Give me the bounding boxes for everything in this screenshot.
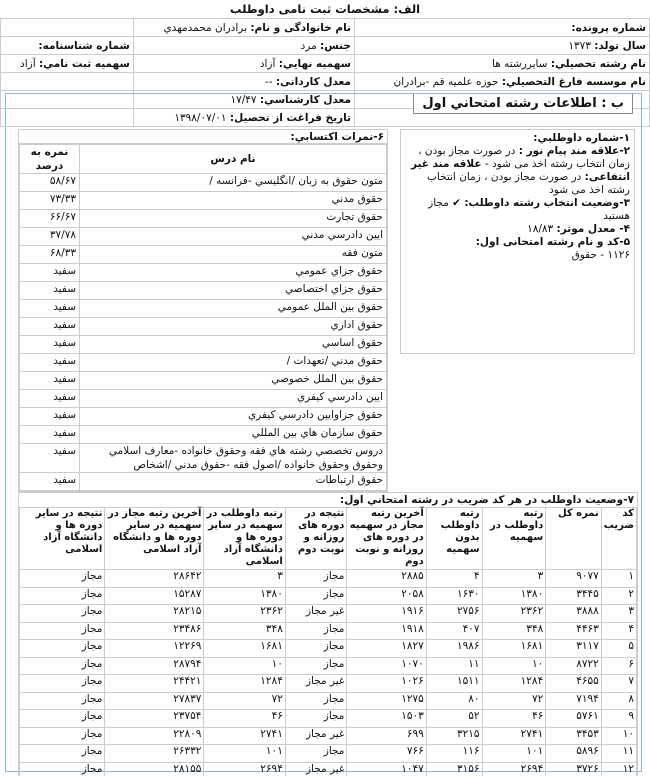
- ranks-cell: ۷۲: [482, 692, 546, 710]
- ranks-row: [20, 675, 637, 693]
- grade-row: [20, 390, 387, 408]
- grade-row: [20, 192, 387, 210]
- grade-grade: سفيد: [20, 336, 80, 354]
- info-key: معدل کارشناسي:: [259, 93, 351, 106]
- ranks-cell: ۲۰۵۸: [347, 587, 426, 605]
- ranks-cell: ۲۸۱۵۵: [105, 762, 204, 776]
- ranks-panel: [18, 492, 638, 776]
- info-key: سال تولد:: [594, 39, 646, 52]
- ranks-cell: مجاز: [285, 710, 347, 728]
- ranks-cell: مجاز: [285, 692, 347, 710]
- ranks-cell: مجاز: [285, 640, 347, 658]
- ranks-cell: مجاز: [20, 675, 105, 693]
- grade-course: حقوق جزاي عمومي: [80, 264, 387, 282]
- ranks-cell: ۱۶۸۱: [204, 640, 285, 658]
- grade-course: حقوق بين الملل عمومي: [80, 300, 387, 318]
- ranks-cell: ۷۶۶: [347, 745, 426, 763]
- ranks-cell: غير مجاز: [285, 675, 347, 693]
- ranks-cell: ۱۰: [204, 657, 285, 675]
- non-profit-label: علاقه مند غیر انتفاعی:: [410, 158, 630, 183]
- ranks-cell: ۴۰۷: [426, 622, 482, 640]
- ranks-title: ۷-وضعيت داوطلب در هر کد ضريب در رشته امتحاني اول:: [340, 494, 634, 506]
- ranks-cell: ۴: [426, 570, 482, 588]
- ranks-cell: ۲۲۸۰۹: [105, 727, 204, 745]
- grade-course: حقوق سازمان هاي بين المللي: [80, 426, 387, 444]
- info-row: [1, 73, 650, 91]
- ranks-cell: ۲۸۲۱۵: [105, 605, 204, 623]
- info-value: --: [264, 75, 273, 88]
- info-row: [1, 55, 650, 73]
- grades-col-name: نام درس: [80, 145, 387, 174]
- info-cell: [1, 73, 134, 91]
- ranks-cell: ۲۳۷۵۴: [105, 710, 204, 728]
- ranks-cell: ۷: [601, 675, 636, 693]
- ranks-cell: ۲۷۴۱: [482, 727, 546, 745]
- non-profit-value: در صورت مجاز بودن ، زمان انتخاب رشته اخذ می شود: [426, 171, 630, 196]
- grade-course: حقوق تجارت: [80, 210, 387, 228]
- ranks-cell: ۲۳۶۲: [482, 605, 546, 623]
- ranks-cell: ۲۸۶۴۲: [105, 570, 204, 588]
- ranks-cell: ۹۰۷۷: [546, 570, 602, 588]
- grade-grade: سفيد: [20, 318, 80, 336]
- grade-grade: ۵۸/۶۷: [20, 174, 80, 192]
- ranks-cell: مجاز: [285, 745, 347, 763]
- info-cell: [133, 19, 354, 37]
- info-key: نام رشته تحصیلي:: [550, 57, 646, 70]
- info-value: سايررشته ها: [492, 57, 548, 70]
- grade-grade: سفيد: [20, 300, 80, 318]
- grade-grade: سفيد: [20, 282, 80, 300]
- ranks-cell: ۲۷۵۶: [426, 605, 482, 623]
- selection-status-label: ۳-وضعیت انتخاب رشته داوطلب:: [464, 197, 630, 209]
- grade-row: [20, 426, 387, 444]
- ranks-cell: ۲۳۴۸۶: [105, 622, 204, 640]
- ranks-row: [20, 762, 637, 776]
- effective-gpa-value: ۱۸/۸۳: [527, 223, 554, 235]
- grade-course: حقوق مدني: [80, 192, 387, 210]
- ranks-header: نمره کل: [546, 508, 602, 570]
- info-row: [1, 19, 650, 37]
- info-key: معدل کاردانی:: [275, 75, 351, 88]
- ranks-cell: ۲۸۸۵: [347, 570, 426, 588]
- ranks-header: رتبه داوطلب در سهمیه: [482, 508, 546, 570]
- info-key: تاريخ فراغت از تحصيل:: [229, 111, 351, 124]
- ranks-cell: ۲۶۹۴: [482, 762, 546, 776]
- grade-grade: ۷۳/۳۳: [20, 192, 80, 210]
- ranks-header: آخرین رتبه مجاز در سهمیه در دوره های روزانه و نوبت دوم: [347, 508, 426, 570]
- grade-grade: سفيد: [20, 372, 80, 390]
- info-value: مرد: [300, 39, 317, 52]
- ranks-cell: ۱۹۱۸: [347, 622, 426, 640]
- ranks-cell: ۱۳۸۰: [204, 587, 285, 605]
- ranks-cell: ۷۱۹۴: [546, 692, 602, 710]
- ranks-cell: غير مجاز: [285, 605, 347, 623]
- ranks-cell: ۷۲: [204, 692, 285, 710]
- grade-row: [20, 372, 387, 390]
- ranks-cell: ۲۷۴۱: [204, 727, 285, 745]
- info-cell: [354, 55, 649, 73]
- ranks-cell: مجاز: [285, 587, 347, 605]
- grade-grade: سفيد: [20, 264, 80, 282]
- ranks-header: آخرین رتبه مجاز در سهمیه در سایر دوره ها و دانشگاه آزاد اسلامی: [105, 508, 204, 570]
- ranks-cell: غير مجاز: [285, 727, 347, 745]
- ranks-cell: ۱۰: [482, 657, 546, 675]
- ranks-header: نتیجه در دوره های روزانه و نوبت دوم: [285, 508, 347, 570]
- ranks-row: [20, 692, 637, 710]
- ranks-cell: ۱۰۷۰: [347, 657, 426, 675]
- grade-course: دروس تخصصي رشته هاي فقه وحقوق خانواده -معارف اسلامي وحقوق وحقوق خانواده /اصول فقه -حقوق مدني /اشخاص: [80, 444, 387, 473]
- ranks-cell: مجاز: [20, 587, 105, 605]
- ranks-cell: ۸۰: [426, 692, 482, 710]
- ranks-cell: ۳۱۵۶: [426, 762, 482, 776]
- ranks-cell: ۱۲۸۴: [204, 675, 285, 693]
- grade-course: ايين دادرسي کيفري: [80, 390, 387, 408]
- info-value: ۱۳۷۳: [568, 39, 591, 52]
- ranks-cell: ۴۴۶۳: [546, 622, 602, 640]
- ranks-cell: ۳۴۸: [204, 622, 285, 640]
- ranks-cell: ۱۰۴۷: [347, 762, 426, 776]
- ranks-cell: ۲: [601, 587, 636, 605]
- ranks-cell: ۵۲: [426, 710, 482, 728]
- grade-grade: سفيد: [20, 473, 80, 491]
- ranks-cell: ۱۱: [601, 745, 636, 763]
- ranks-cell: ۱۰۱: [204, 745, 285, 763]
- info-cell: [133, 55, 354, 73]
- grade-course: حقوق جزاوايين دادرسي کيفري: [80, 408, 387, 426]
- grade-row: [20, 246, 387, 264]
- ranks-cell: ۱۶۳۰: [426, 587, 482, 605]
- info-cell: [1, 19, 134, 37]
- info-key: نام موسسه فارغ التحصيلي:: [501, 75, 646, 88]
- info-key: سهميه نهايي:: [278, 57, 351, 70]
- grade-course: حقوق اداري: [80, 318, 387, 336]
- info-key: نام خانوادگی و نام:: [250, 21, 351, 34]
- ranks-cell: ۳۴۴۵: [546, 587, 602, 605]
- candidate-number-label: ۱-شماره داوطلبي:: [533, 132, 630, 144]
- ranks-cell: ۱۲۸۴: [482, 675, 546, 693]
- ranks-cell: مجاز: [20, 605, 105, 623]
- ranks-cell: ۳۷۲۶: [546, 762, 602, 776]
- ranks-cell: مجاز: [20, 622, 105, 640]
- ranks-cell: مجاز: [285, 622, 347, 640]
- ranks-cell: مجاز: [20, 745, 105, 763]
- ranks-row: [20, 710, 637, 728]
- grades-panel: [18, 129, 388, 492]
- ranks-cell: ۴۶۵۵: [546, 675, 602, 693]
- info-cell: [1, 37, 134, 55]
- grade-row: [20, 228, 387, 246]
- grade-course: حقوق اساسي: [80, 336, 387, 354]
- grade-grade: ۳۷/۷۸: [20, 228, 80, 246]
- grade-course: حقوق مدني /تعهدات /: [80, 354, 387, 372]
- ranks-cell: ۱۵۲۸۷: [105, 587, 204, 605]
- ranks-cell: ۵۷۶۱: [546, 710, 602, 728]
- info-cell: [354, 19, 649, 37]
- ranks-cell: ۴۶: [204, 710, 285, 728]
- ranks-cell: ۱۲۷۵: [347, 692, 426, 710]
- ranks-cell: مجاز: [20, 657, 105, 675]
- grade-row: [20, 210, 387, 228]
- ranks-cell: ۱۰۱: [482, 745, 546, 763]
- first-field-value: ۱۱۲۶ - حقوق: [571, 249, 630, 261]
- info-value: ۱۷/۴۷: [230, 93, 257, 106]
- ranks-cell: ۲۳۶۲: [204, 605, 285, 623]
- ranks-table: [19, 507, 637, 776]
- ranks-cell: ۱۲: [601, 762, 636, 776]
- ranks-cell: ۲۸۷۹۴: [105, 657, 204, 675]
- info-key: سهميه ثبت نامي:: [38, 57, 130, 70]
- payame-noor-value: در صورت مجاز بودن ، زمان انتخاب رشته اخذ می شود -: [418, 145, 630, 170]
- info-cell: [133, 73, 354, 91]
- ranks-row: [20, 587, 637, 605]
- grade-grade: ۶۸/۳۳: [20, 246, 80, 264]
- ranks-cell: ۱۵۱۱: [426, 675, 482, 693]
- grade-row: [20, 408, 387, 426]
- grade-row: [20, 318, 387, 336]
- check-icon: ✔: [452, 197, 461, 209]
- effective-gpa-label: ۴- معدل موثر:: [556, 223, 630, 235]
- ranks-cell: ۳: [482, 570, 546, 588]
- ranks-header: نتیجه در سایر دوره ها و دانشگاه آزاد اسلامی: [20, 508, 105, 570]
- grades-title: ۶-نمرات اکتسابي:: [19, 130, 387, 144]
- info-key: جنس:: [320, 39, 351, 52]
- ranks-header: رتبه داوطلب بدون سهمیه: [426, 508, 482, 570]
- ranks-cell: ۱۵۰۳: [347, 710, 426, 728]
- grade-row: [20, 282, 387, 300]
- grade-course: حقوق ارتباطات: [80, 473, 387, 491]
- selection-status-value: مجاز هستيد: [428, 197, 630, 222]
- ranks-cell: مجاز: [20, 570, 105, 588]
- ranks-cell: ۱: [601, 570, 636, 588]
- ranks-cell: مجاز: [20, 762, 105, 776]
- ranks-row: [20, 622, 637, 640]
- grade-course: متون حقوق به زبان /انگليسي -فرانسه /: [80, 174, 387, 192]
- ranks-row: [20, 657, 637, 675]
- ranks-cell: ۵: [601, 640, 636, 658]
- ranks-cell: ۳۱۱۷: [546, 640, 602, 658]
- ranks-cell: ۳: [204, 570, 285, 588]
- ranks-header: رتبه داوطلب در سهمیه در سایر دوره ها و دانشگاه آزاد اسلامی: [204, 508, 285, 570]
- ranks-row: [20, 570, 637, 588]
- info-key: شماره پرونده:: [571, 21, 646, 34]
- first-field-label: ۵-کد و نام رشته امتحانی اول:: [475, 236, 630, 248]
- ranks-cell: ۵۸۹۶: [546, 745, 602, 763]
- info-cell: [1, 55, 134, 73]
- ranks-cell: ۸: [601, 692, 636, 710]
- grade-row: [20, 174, 387, 192]
- ranks-cell: مجاز: [285, 570, 347, 588]
- info-value: برادران محمدمهدي: [163, 21, 247, 34]
- grade-course: حقوق جزاي اختصاصي: [80, 282, 387, 300]
- ranks-header: کد ضریب: [601, 508, 636, 570]
- ranks-cell: ۱۱: [426, 657, 482, 675]
- grade-grade: سفيد: [20, 390, 80, 408]
- grade-row: [20, 336, 387, 354]
- ranks-cell: غير مجاز: [285, 762, 347, 776]
- ranks-cell: ۲۶۳۳۲: [105, 745, 204, 763]
- ranks-cell: ۲۴۴۲۱: [105, 675, 204, 693]
- ranks-cell: مجاز: [20, 727, 105, 745]
- section-a-title: الف: مشخصات ثبت نامی داوطلب: [229, 2, 421, 16]
- grade-row: [20, 444, 387, 473]
- grade-grade: سفيد: [20, 426, 80, 444]
- info-cell: [133, 37, 354, 55]
- grade-course: متون فقه: [80, 246, 387, 264]
- ranks-cell: ۱۳۸۰: [482, 587, 546, 605]
- ranks-cell: ۱۸۲۷: [347, 640, 426, 658]
- grade-grade: سفيد: [20, 444, 80, 473]
- grades-table: [19, 144, 387, 491]
- ranks-cell: ۳۴۸: [482, 622, 546, 640]
- ranks-cell: ۱۰: [601, 727, 636, 745]
- ranks-cell: ۱۲۲۶۹: [105, 640, 204, 658]
- ranks-cell: ۳: [601, 605, 636, 623]
- grades-col-grade: نمره به درصد: [20, 145, 80, 174]
- ranks-cell: مجاز: [20, 710, 105, 728]
- ranks-cell: ۹: [601, 710, 636, 728]
- ranks-row: [20, 605, 637, 623]
- exam-field-info: [400, 129, 635, 354]
- ranks-row: [20, 727, 637, 745]
- grade-row: [20, 354, 387, 372]
- grade-course: ايين دادرسي مدني: [80, 228, 387, 246]
- grade-grade: سفيد: [20, 408, 80, 426]
- ranks-row: [20, 745, 637, 763]
- ranks-cell: ۳۴۵۳: [546, 727, 602, 745]
- section-b-title: ب : اطلاعات رشته امتحاني اول: [413, 94, 633, 114]
- ranks-cell: ۱۹۸۶: [426, 640, 482, 658]
- ranks-cell: مجاز: [285, 657, 347, 675]
- info-key: شماره شناسنامه:: [38, 39, 130, 52]
- ranks-cell: ۱۹۱۶: [347, 605, 426, 623]
- grade-grade: ۶۶/۶۷: [20, 210, 80, 228]
- ranks-cell: ۲۶۹۴: [204, 762, 285, 776]
- ranks-cell: ۳۸۸۸: [546, 605, 602, 623]
- section-b-panel: [5, 93, 642, 775]
- ranks-cell: مجاز: [20, 692, 105, 710]
- ranks-cell: ۶۹۹: [347, 727, 426, 745]
- grade-row: [20, 264, 387, 282]
- payame-noor-label: ۲-علاقه مند پیام نور :: [518, 145, 630, 157]
- info-value: آزاد: [259, 57, 276, 70]
- info-value: آزاد: [20, 57, 36, 70]
- ranks-cell: ۱۰۲۶: [347, 675, 426, 693]
- info-value: ۱۳۹۸/۰۷/۰۱: [174, 111, 227, 124]
- ranks-cell: مجاز: [20, 640, 105, 658]
- ranks-cell: ۴۶: [482, 710, 546, 728]
- ranks-row: [20, 640, 637, 658]
- info-row: [1, 37, 650, 55]
- info-value: حوزه علميه قم -برادران: [393, 75, 499, 88]
- ranks-cell: ۳۲۱۵: [426, 727, 482, 745]
- grade-course: حقوق بين الملل خصوصي: [80, 372, 387, 390]
- grade-row: [20, 473, 387, 491]
- ranks-cell: ۴: [601, 622, 636, 640]
- ranks-cell: ۶: [601, 657, 636, 675]
- info-cell: [354, 37, 649, 55]
- ranks-cell: ۲۷۸۳۷: [105, 692, 204, 710]
- info-cell: [354, 73, 649, 91]
- grade-grade: سفيد: [20, 354, 80, 372]
- grade-row: [20, 300, 387, 318]
- ranks-cell: ۱۱۶: [426, 745, 482, 763]
- ranks-cell: ۸۷۲۲: [546, 657, 602, 675]
- ranks-cell: ۱۶۸۱: [482, 640, 546, 658]
